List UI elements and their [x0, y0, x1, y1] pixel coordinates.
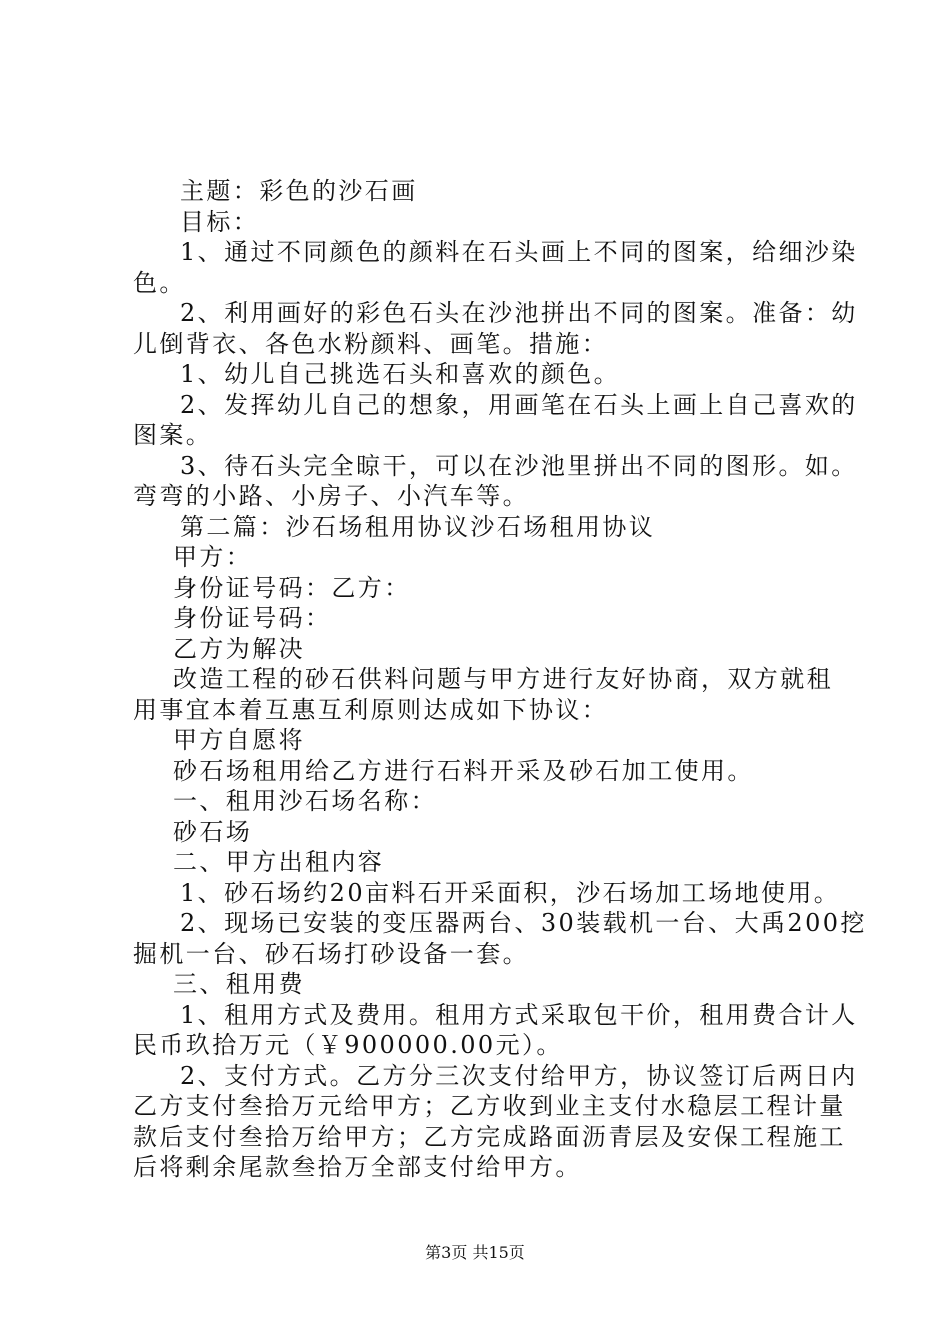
text-line: 身份证号码：	[173, 604, 332, 632]
text-line: 乙方为解决	[173, 634, 305, 663]
text-line: 2、利用画好的彩色石头在沙池拼出不同的图案。准备：幼	[180, 299, 858, 327]
document-body	[133, 176, 867, 1183]
text-line: 主题：彩色的沙石画	[180, 177, 418, 205]
text-line: 2、发挥幼儿自己的想象，用画笔在石头上画上自己喜欢的	[180, 390, 858, 419]
text-line: 1、幼儿自己挑选石头和喜欢的颜色。	[180, 360, 621, 388]
page-footer: 第3页 共15页	[425, 1243, 525, 1262]
text-line: 二、甲方出租内容	[173, 848, 385, 876]
text-line: 身份证号码：乙方：	[173, 573, 411, 602]
text-line: 儿倒背衣、各色水粉颜料、画笔。措施：	[133, 329, 609, 358]
text-line: 1、通过不同颜色的颜料在石头画上不同的图案，给细沙染	[180, 238, 858, 266]
text-line: 民币玖拾万元（￥900000.00元）。	[133, 1031, 563, 1059]
text-line: 用事宜本着互惠互利原则达成如下协议：	[133, 695, 609, 724]
text-line: 款后支付叁拾万给甲方；乙方完成路面沥青层及安保工程施工	[133, 1122, 846, 1151]
text-line: 砂石场租用给乙方进行石料开采及砂石加工使用。	[173, 756, 754, 785]
text-line: 甲方自愿将	[173, 726, 305, 754]
text-line: 2、现场已安装的变压器两台、30装载机一台、大禹200挖	[180, 909, 867, 937]
text-line: 3、待石头完全晾干，可以在沙池里拼出不同的图形。如。	[180, 451, 858, 480]
text-line: 三、租用费	[173, 970, 305, 998]
text-line: 色。	[133, 268, 186, 297]
text-line: 甲方：	[173, 543, 253, 571]
text-line: 1、砂石场约20亩料石开采面积，沙石场加工场地使用。	[180, 878, 841, 907]
text-line: 一、租用沙石场名称：	[173, 787, 437, 815]
text-line: 图案。	[133, 421, 213, 449]
text-line: 砂石场	[173, 817, 253, 846]
text-line: 掘机一台、砂石场打砂设备一套。	[133, 939, 529, 968]
text-line: 第二篇：沙石场租用协议沙石场租用协议	[180, 512, 656, 541]
text-line: 2、支付方式。乙方分三次支付给甲方，协议签订后两日内	[180, 1061, 858, 1090]
text-line: 乙方支付叁拾万元给甲方；乙方收到业主支付水稳层工程计量	[133, 1092, 846, 1120]
text-line: 后将剩余尾款叁拾万全部支付给甲方。	[133, 1153, 582, 1181]
text-line: 1、租用方式及费用。租用方式采取包干价，租用费合计人	[180, 1000, 858, 1029]
text-line: 改造工程的砂石供料问题与甲方进行友好协商，双方就租	[173, 665, 833, 693]
text-line: 目标：	[180, 207, 260, 236]
text-line: 弯弯的小路、小房子、小汽车等。	[133, 482, 529, 510]
